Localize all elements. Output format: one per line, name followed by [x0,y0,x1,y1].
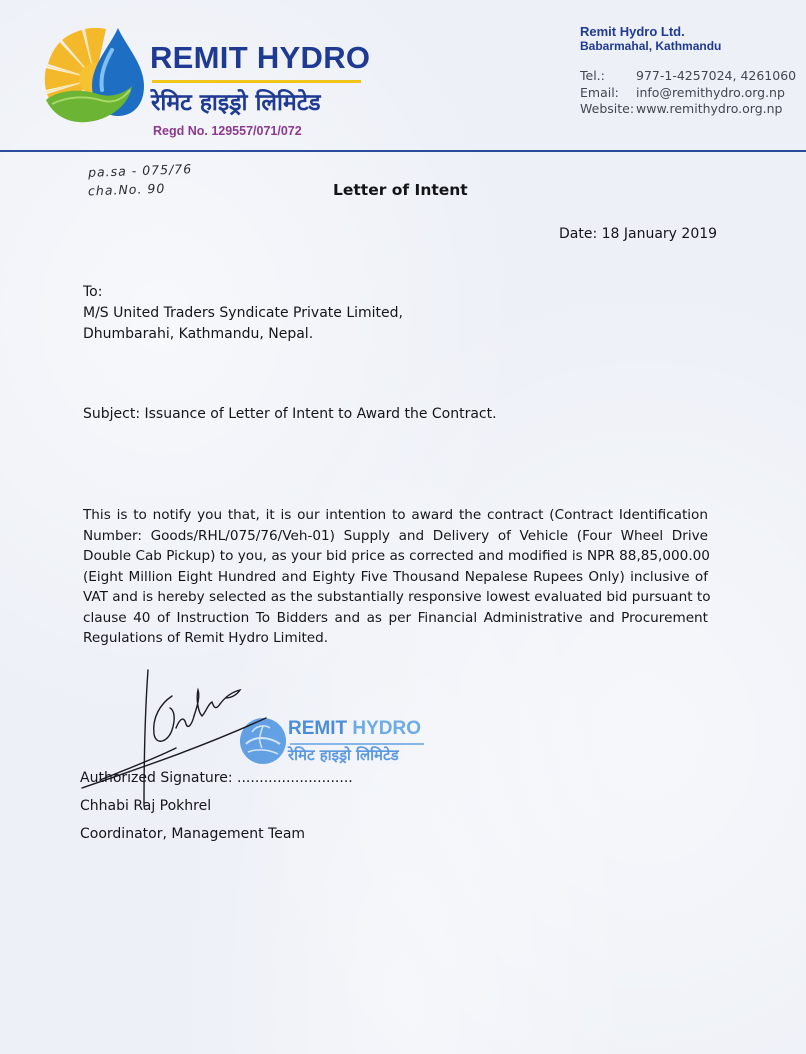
recipient-label: To: [83,284,103,300]
letterhead-divider [0,150,806,152]
body-line: Regulations of Remit Hydro Limited. [83,630,329,646]
handwritten-signature-icon [80,668,270,808]
handwritten-note: cha.No. 90 [87,180,166,199]
document-title: Letter of Intent [333,181,468,199]
contact-value[interactable]: www.remithydro.org.np [636,101,783,116]
signer-designation: Coordinator, Management Team [80,826,306,842]
stamp-text-english [288,718,421,740]
letter-body [83,505,711,649]
contact-value[interactable]: info@remithydro.org.np [636,85,785,100]
contact-label: Email: [580,85,619,100]
body-line: (Eight Million Eight Hundred and Eighty Five Thousand Nepalese Rupees Only) inclusive of [83,568,708,585]
letter-date: Date: 18 January 2019 [559,226,718,242]
brand-name-nepali: रेमिट हाइड्रो लिमिटेड [151,90,321,116]
body-line: Double Cab Pickup) to you, as your bid price as corrected and modified is NPR 88,85,000.00 [83,548,710,564]
contact-label: Website: [580,101,635,116]
body-line: VAT and is hereby selected as the substantially responsive lowest evaluated bid pursuant to [83,589,711,605]
brand-divider [152,80,361,83]
company-logo-icon [40,24,150,134]
contact-email [580,85,785,100]
letter-subject: Subject: Issuance of Letter of Intent to Award the Contract. [83,406,497,422]
company-name: Remit Hydro Ltd. [580,24,685,39]
signature-label: Authorized Signature: .......................... [80,770,353,786]
body-line: Number: Goods/RHL/075/76/Veh-01) Supply and Delivery of Vehicle (Four Wheel Drive [83,527,708,544]
body-line: clause 40 of Instruction To Bidders and as per Financial Administrative and Procurement [83,609,708,626]
contact-telephone [580,68,796,83]
contact-website [580,101,782,116]
stamp-text-nepali: रेमिट हाइड्रो लिमिटेड [288,746,399,764]
stamp-text-bold: REMIT [288,718,353,739]
body-line: This is to notify you that, it is our intention to award the contract (Contract Identification [83,507,708,523]
contact-label: Tel.: [580,68,605,83]
handwritten-note: pa.sa - 075/76 [87,161,193,180]
brand-name-english: REMIT HYDRO [150,40,371,75]
stamp-text-light: HYDRO [352,718,422,739]
recipient-name: M/S United Traders Syndicate Private Limited, [83,305,403,321]
registration-number: Regd No. 129557/071/072 [153,124,302,138]
contact-value: 977-1-4257024, 4261060 [636,68,797,83]
company-address: Babarmahal, Kathmandu [580,39,722,53]
signer-name: Chhabi Raj Pokhrel [80,798,212,814]
recipient-address: Dhumbarahi, Kathmandu, Nepal. [83,326,314,342]
